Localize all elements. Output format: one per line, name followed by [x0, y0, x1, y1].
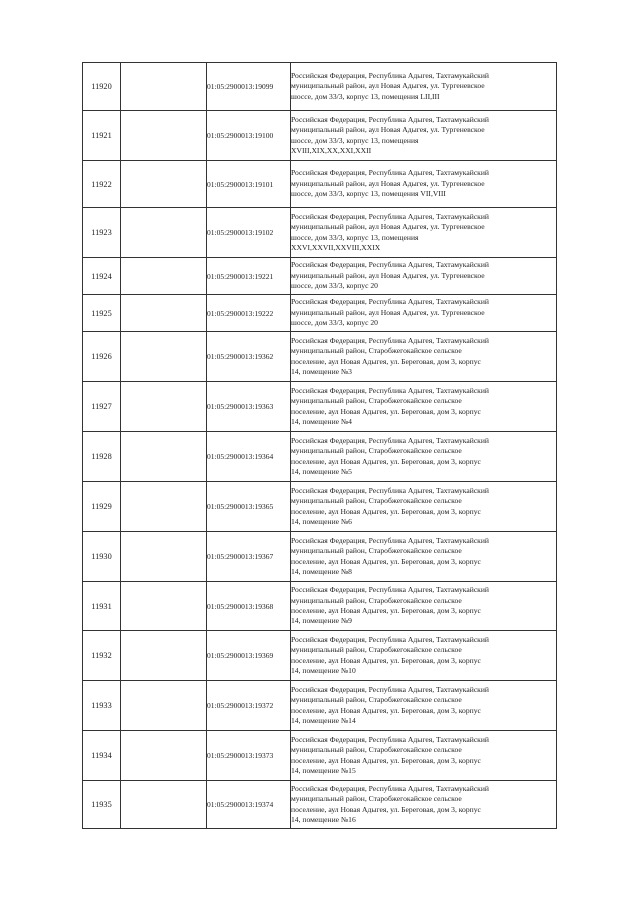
address-cell: Российская Федерация, Республика Адыгея, Тахтамукайский муниципальный район, аул Новая Адыгея, ул. Тургеневское шоссе, дом 33/3, корпус 20 — [291, 295, 557, 332]
empty-cell — [121, 332, 207, 382]
cadastral-number-cell: 01:05:2900013:19102 — [207, 208, 291, 258]
cadastral-number-cell: 01:05:2900013:19362 — [207, 332, 291, 382]
empty-cell — [121, 208, 207, 258]
empty-cell — [121, 432, 207, 482]
empty-cell — [121, 731, 207, 781]
table-row — [83, 382, 557, 432]
empty-cell — [121, 631, 207, 681]
address-cell: Российская Федерация, Республика Адыгея, Тахтамукайский муниципальный район, Старобжегокайское сельское поселение, аул Новая Адыгея, ул. Береговая, дом 3, корпус 14, помещение №6 — [291, 482, 557, 532]
record-number-cell: 11925 — [83, 295, 121, 332]
table-row — [83, 432, 557, 482]
record-number-cell: 11920 — [83, 63, 121, 111]
address-cell: Российская Федерация, Республика Адыгея, Тахтамукайский муниципальный район, Старобжегокайское сельское поселение, аул Новая Адыгея, ул. Береговая, дом 3, корпус 14, помещение №9 — [291, 582, 557, 631]
empty-cell — [121, 532, 207, 582]
empty-cell — [121, 258, 207, 295]
address-cell: Российская Федерация, Республика Адыгея, Тахтамукайский муниципальный район, аул Новая Адыгея, ул. Тургеневское шоссе, дом 33/3, корпус 13, помещения VII,VIII — [291, 161, 557, 208]
cadastral-number-cell: 01:05:2900013:19363 — [207, 382, 291, 432]
empty-cell — [121, 382, 207, 432]
record-number-cell: 11934 — [83, 731, 121, 781]
record-number-cell: 11928 — [83, 432, 121, 482]
address-cell: Российская Федерация, Республика Адыгея, Тахтамукайский муниципальный район, Старобжегокайское сельское поселение, аул Новая Адыгея, ул. Береговая, дом 3, корпус 14, помещение №4 — [291, 382, 557, 432]
address-cell: Российская Федерация, Республика Адыгея, Тахтамукайский муниципальный район, Старобжегокайское сельское поселение, аул Новая Адыгея, ул. Береговая, дом 3, корпус 14, помещение №14 — [291, 681, 557, 731]
table-row — [83, 295, 557, 332]
cadastral-number-cell: 01:05:2900013:19222 — [207, 295, 291, 332]
cadastral-number-cell: 01:05:2900013:19365 — [207, 482, 291, 532]
address-cell: Российская Федерация, Республика Адыгея, Тахтамукайский муниципальный район, Старобжегокайское сельское поселение, аул Новая Адыгея, ул. Береговая, дом 3, корпус 14, помещение №15 — [291, 731, 557, 781]
table-row — [83, 111, 557, 161]
registry-table-body — [83, 63, 557, 829]
empty-cell — [121, 582, 207, 631]
cadastral-number-cell: 01:05:2900013:19367 — [207, 532, 291, 582]
record-number-cell: 11932 — [83, 631, 121, 681]
empty-cell — [121, 111, 207, 161]
record-number-cell: 11930 — [83, 532, 121, 582]
record-number-cell: 11926 — [83, 332, 121, 382]
record-number-cell: 11922 — [83, 161, 121, 208]
record-number-cell: 11929 — [83, 482, 121, 532]
cadastral-number-cell: 01:05:2900013:19373 — [207, 731, 291, 781]
cadastral-number-cell: 01:05:2900013:19099 — [207, 63, 291, 111]
cadastral-number-cell: 01:05:2900013:19221 — [207, 258, 291, 295]
cadastral-number-cell: 01:05:2900013:19369 — [207, 631, 291, 681]
record-number-cell: 11924 — [83, 258, 121, 295]
table-row — [83, 582, 557, 631]
record-number-cell: 11927 — [83, 382, 121, 432]
table-row — [83, 332, 557, 382]
record-number-cell: 11933 — [83, 681, 121, 731]
record-number-cell: 11921 — [83, 111, 121, 161]
empty-cell — [121, 482, 207, 532]
table-row — [83, 781, 557, 829]
table-row — [83, 482, 557, 532]
address-cell: Российская Федерация, Республика Адыгея, Тахтамукайский муниципальный район, аул Новая Адыгея, ул. Тургеневское шоссе, дом 33/3, корпус 13, помещения XXVI,XXVII,XXVIII,XXIX — [291, 208, 557, 258]
record-number-cell: 11935 — [83, 781, 121, 829]
address-cell: Российская Федерация, Республика Адыгея, Тахтамукайский муниципальный район, Старобжегокайское сельское поселение, аул Новая Адыгея, ул. Береговая, дом 3, корпус 14, помещение №5 — [291, 432, 557, 482]
record-number-cell: 11931 — [83, 582, 121, 631]
empty-cell — [121, 781, 207, 829]
cadastral-number-cell: 01:05:2900013:19100 — [207, 111, 291, 161]
table-row — [83, 631, 557, 681]
registry-table — [82, 62, 557, 829]
table-row — [83, 258, 557, 295]
address-cell: Российская Федерация, Республика Адыгея, Тахтамукайский муниципальный район, Старобжегокайское сельское поселение, аул Новая Адыгея, ул. Береговая, дом 3, корпус 14, помещение №16 — [291, 781, 557, 829]
cadastral-number-cell: 01:05:2900013:19101 — [207, 161, 291, 208]
empty-cell — [121, 63, 207, 111]
cadastral-number-cell: 01:05:2900013:19374 — [207, 781, 291, 829]
empty-cell — [121, 681, 207, 731]
cadastral-number-cell: 01:05:2900013:19372 — [207, 681, 291, 731]
empty-cell — [121, 161, 207, 208]
table-row — [83, 161, 557, 208]
cadastral-number-cell: 01:05:2900013:19364 — [207, 432, 291, 482]
table-row — [83, 532, 557, 582]
address-cell: Российская Федерация, Республика Адыгея, Тахтамукайский муниципальный район, Старобжегокайское сельское поселение, аул Новая Адыгея, ул. Береговая, дом 3, корпус 14, помещение №3 — [291, 332, 557, 382]
table-row — [83, 63, 557, 111]
address-cell: Российская Федерация, Республика Адыгея, Тахтамукайский муниципальный район, Старобжегокайское сельское поселение, аул Новая Адыгея, ул. Береговая, дом 3, корпус 14, помещение №10 — [291, 631, 557, 681]
cadastral-number-cell: 01:05:2900013:19368 — [207, 582, 291, 631]
address-cell: Российская Федерация, Республика Адыгея, Тахтамукайский муниципальный район, аул Новая Адыгея, ул. Тургеневское шоссе, дом 33/3, корпус 13, помещения XVIII,XIX,XX,XXI,XXII — [291, 111, 557, 161]
record-number-cell: 11923 — [83, 208, 121, 258]
empty-cell — [121, 295, 207, 332]
table-row — [83, 208, 557, 258]
address-cell: Российская Федерация, Республика Адыгея, Тахтамукайский муниципальный район, аул Новая Адыгея, ул. Тургеневское шоссе, дом 33/3, корпус 13, помещения LII,III — [291, 63, 557, 111]
table-row — [83, 731, 557, 781]
table-row — [83, 681, 557, 731]
address-cell: Российская Федерация, Республика Адыгея, Тахтамукайский муниципальный район, Старобжегокайское сельское поселение, аул Новая Адыгея, ул. Береговая, дом 3, корпус 14, помещение №8 — [291, 532, 557, 582]
address-cell: Российская Федерация, Республика Адыгея, Тахтамукайский муниципальный район, аул Новая Адыгея, ул. Тургеневское шоссе, дом 33/3, корпус 20 — [291, 258, 557, 295]
